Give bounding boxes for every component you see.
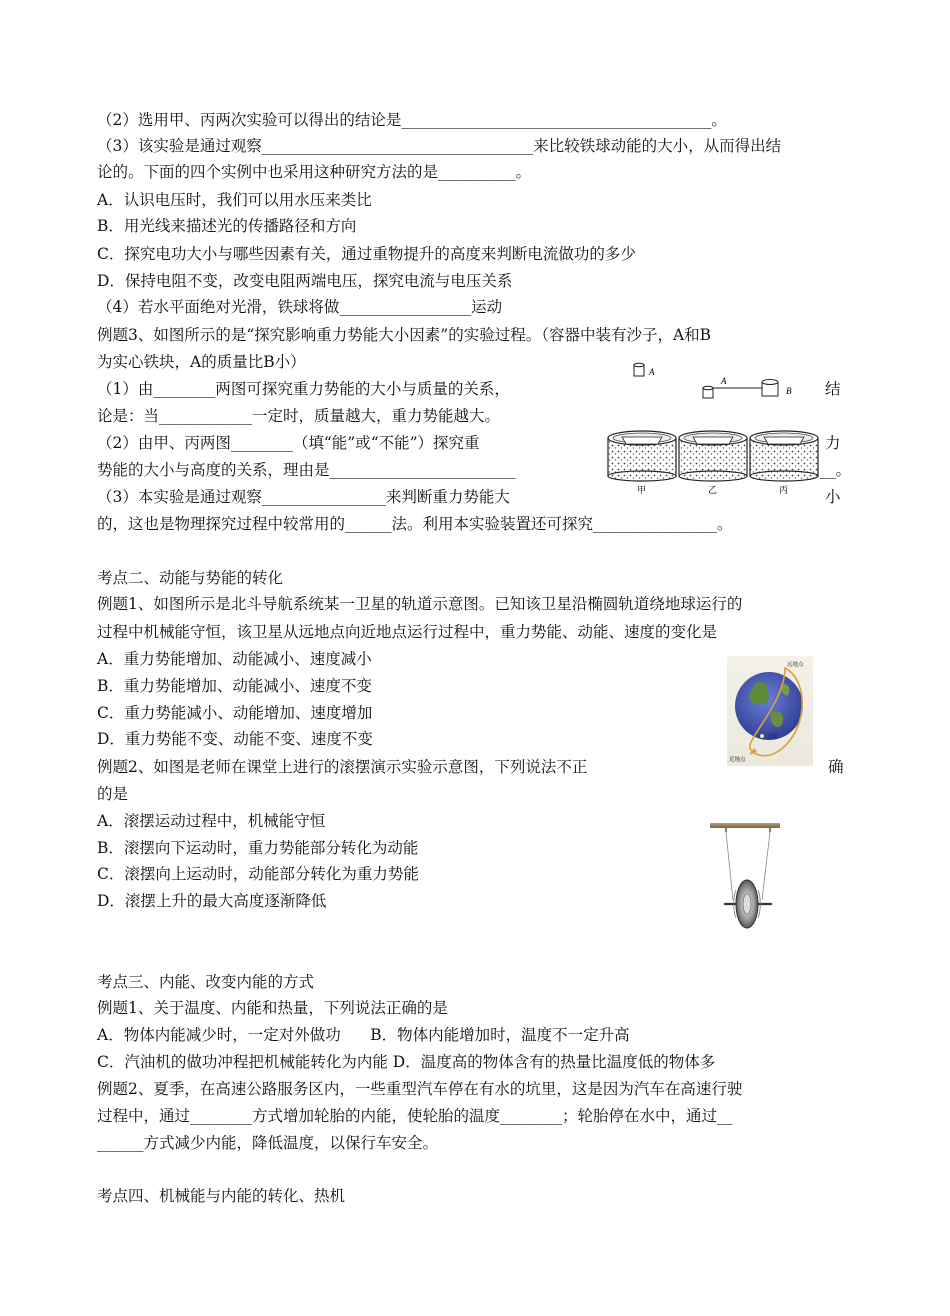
- label-satellite: 卫星: [767, 734, 779, 740]
- label-near-point: 近地点: [729, 757, 746, 763]
- question-heading: 例题3、如图所示的是“探究影响重力势能大小因素”的实验过程。（容器中装有沙子，A和B: [97, 326, 712, 344]
- line-end-char: 确: [828, 758, 844, 776]
- text-line: ______方式减少内能，降低温度，以保行车安全。: [97, 1134, 439, 1152]
- line-end-char: __。: [820, 461, 852, 479]
- text-line: 论的。下面的四个实例中也采用这种研究方法的是__________。: [97, 163, 532, 181]
- label-a: A: [721, 376, 727, 386]
- text-line: 过程中机械能守恒，该卫星从远地点向近地点运行过程中，重力势能、动能、速度的变化是: [97, 623, 718, 641]
- text-line: （2）选用甲、丙两次实验可以得出的结论是________________________________________。: [97, 111, 727, 129]
- option-text: B．用光线来描述光的传播路径和方向: [97, 217, 357, 235]
- label-b: B: [786, 386, 792, 396]
- label-a-top: A: [649, 367, 655, 377]
- option-text: B．重力势能增加、动能减小、速度不变: [97, 677, 372, 695]
- support-bar: [710, 823, 780, 828]
- section-heading: 考点二、动能与势能的转化: [97, 569, 284, 587]
- option-text: C．滚摆向上运动时，动能部分转化为重力势能: [97, 865, 419, 883]
- text-line: 过程中，通过________方式增加轮胎的内能，使轮胎的温度________；轮胎停在水中，通过__: [97, 1107, 733, 1125]
- question-heading: 例题1、如图所示是北斗导航系统某一卫星的轨道示意图。已知该卫星沿椭圆轨道绕地球运行的: [97, 595, 743, 613]
- option-text: A．认识电压时，我们可以用水压来类比: [97, 191, 372, 209]
- section-heading: 考点四、机械能与内能的转化、热机: [97, 1187, 346, 1205]
- text-line: 为实心铁块，A的质量比B小）: [97, 353, 306, 371]
- sand-experiment-figure: [605, 360, 823, 498]
- sand-container-yi: [679, 431, 747, 481]
- caption-bing: 丙: [779, 486, 789, 496]
- text-line: （2）由甲、丙两图________（填“能”或“不能”）探究重: [97, 434, 480, 452]
- line-end-char: 小: [825, 488, 841, 506]
- text-line: （4）若水平面绝对光滑，铁球将做_________________运动: [97, 298, 503, 316]
- option-text: D．重力势能不变、动能不变、速度不变: [97, 730, 373, 748]
- text-line: 的是: [97, 785, 129, 803]
- string-left: [726, 832, 733, 900]
- option-text: D．滚摆上升的最大高度逐渐降低: [97, 892, 327, 910]
- option-text: C．探究电功大小与哪些因素有关，通过重物提升的高度来判断电流做功的多少: [97, 245, 636, 263]
- question-heading: 例题2、夏季，在高速公路服务区内，一些重型汽车停在有水的坑里，这是因为汽车在高速行驶: [97, 1080, 743, 1098]
- text-line: 势能的大小与高度的关系，理由是________________________: [97, 461, 516, 479]
- option-text: C．重力势能减小、动能增加、速度增加: [97, 704, 373, 722]
- caption-yi: 乙: [708, 486, 718, 496]
- text-line: （3）本实验是通过观察________________来判断重力势能大: [97, 488, 510, 506]
- label-far-point: 远地点: [787, 662, 804, 668]
- text-line: 的，这也是物理探究过程中较常用的______法。利用本实验装置还可探究________________。: [97, 515, 733, 533]
- satellite: [759, 733, 764, 738]
- text-line: （1）由________两图可探究重力势能的大小与质量的关系，: [97, 380, 510, 398]
- caption-jia: 甲: [637, 486, 647, 496]
- option-text: A．滚摆运动过程中，机械能守恒: [97, 812, 326, 830]
- option-text: C．汽油机的做功冲程把机械能转化为内能 D．温度高的物体含有的热量比温度低的物体多: [97, 1053, 716, 1071]
- option-text: B．滚摆向下运动时，重力势能部分转化为动能: [97, 839, 419, 857]
- text-line: 论是：当____________一定时，质量越大，重力势能越大。: [97, 407, 501, 425]
- sand-container-jia: [608, 431, 676, 481]
- sand-container-bing: [750, 431, 818, 481]
- option-text: A．物体内能减少时，一定对外做功 B．物体内能增加时，温度不一定升高: [97, 1026, 630, 1044]
- question-heading: 例题1、关于温度、内能和热量，下列说法正确的是: [97, 999, 448, 1017]
- text-line: （3）该实验是通过观察___________________________________来比较铁球动能的大小，从而得出结: [97, 137, 782, 155]
- string-right: [762, 832, 770, 900]
- question-heading: 例题2、如图是老师在课堂上进行的滚摆演示实验示意图，下列说法不正: [97, 758, 588, 776]
- option-text: D．保持电阻不变，改变电阻两端电压，探究电流与电压关系: [97, 272, 513, 290]
- line-end-char: 力: [825, 434, 841, 452]
- line-end-char: 结: [825, 380, 841, 398]
- option-text: A．重力势能增加、动能减小、速度减小: [97, 650, 372, 668]
- section-heading: 考点三、内能、改变内能的方式: [97, 973, 315, 991]
- satellite-orbit-figure: [727, 656, 813, 766]
- earth-globe: [735, 672, 803, 740]
- rolling-pendulum-figure: [700, 820, 790, 932]
